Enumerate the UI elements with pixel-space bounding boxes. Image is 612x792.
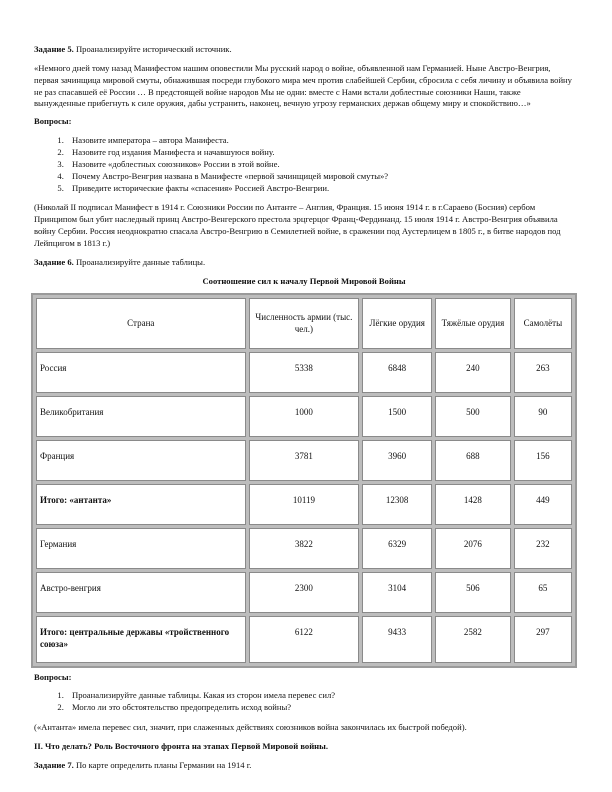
- table-row: [36, 572, 572, 613]
- cell-country: Итого: «антанта»: [36, 484, 246, 525]
- manifesto-quote: «Немного дней тому назад Манифестом нашим оповестили Мы русский народ о войне, объявленной нам Германией. Ныне Австро-Венгрия, первая зачинщица мировой смуты, обнажившая посреди глубокого мира меч против слабейшей Сербии, сбросила с себя личину и объявила войну не раз спасавшей её России … В предстоящей войне народов Мы не одни: вместе с Нами встали доблестные союзники Наши, также вынужденные прибегнуть к силе оружия, дабы устранить, наконец, вечную угрозу германских держав общему миру и спокойствию…»: [34, 62, 572, 109]
- task6-instruction: Проанализируйте данные таблицы.: [73, 256, 206, 267]
- table-row-total-entente: [36, 484, 572, 525]
- list-item: 4. Почему Австро-Венгрия названа в Манифесте «первой зачинщицей мировой смуты»?: [66, 171, 574, 183]
- header-light-guns: Лёгкие орудия: [362, 298, 432, 349]
- cell-planes: 297: [514, 616, 572, 663]
- cell-country: Германия: [36, 528, 246, 569]
- cell-planes: 232: [514, 528, 572, 569]
- task6-heading: [34, 257, 574, 269]
- cell-light: 1500: [362, 396, 432, 437]
- task7-title: Задание 7.: [34, 759, 74, 770]
- section2-heading: II. Что делать? Роль Восточного фронта на этапах Первой Мировой войны.: [34, 741, 328, 752]
- cell-country: Великобритания: [36, 396, 246, 437]
- cell-army: 5338: [249, 352, 360, 393]
- cell-heavy: 506: [435, 572, 511, 613]
- task6-questions-list: [34, 690, 574, 714]
- task5-answer: (Николай II подписал Манифест в 1914 г. Союзники России по Антанте – Англия, Франция. 15 июня 1914 г. в г.Сараево (Босния) сербом Принципом был убит наследный принц Австро-Венгерского престола эрцгерцог Франц-Фердинанд. 15 июля 1914 г. Австро-Венгрия объявила войну Сербии. Россия неоднократно спасала Австро-Венгрию в Семилетней войне, в сражении под Аустерлицем в 1805 г., в битве народов под Лейпцигом в 1813 г.): [34, 202, 561, 249]
- cell-light: 6329: [362, 528, 432, 569]
- cell-planes: 90: [514, 396, 572, 437]
- table-row: [36, 352, 572, 393]
- task6-answer: («Антанта» имела перевес сил, значит, при слаженных действиях союзников война закончилась их быстрой победой).: [34, 722, 467, 733]
- cell-army: 3822: [249, 528, 360, 569]
- document-content: [34, 44, 574, 779]
- list-item: 5. Приведите исторические факты «спасения» Россией Австро-Венгрии.: [66, 183, 574, 195]
- cell-light: 3960: [362, 440, 432, 481]
- cell-light: 9433: [362, 616, 432, 663]
- cell-army: 1000: [249, 396, 360, 437]
- cell-heavy: 1428: [435, 484, 511, 525]
- cell-country: Франция: [36, 440, 246, 481]
- table-row: [36, 396, 572, 437]
- list-item: 1. Назовите императора – автора Манифеста.: [66, 135, 574, 147]
- cell-army: 2300: [249, 572, 360, 613]
- table-header-row: [36, 298, 572, 349]
- cell-heavy: 500: [435, 396, 511, 437]
- cell-country: Австро-венгрия: [36, 572, 246, 613]
- task6-questions-label: Вопросы:: [34, 671, 72, 682]
- task5-title: Задание 5.: [34, 44, 74, 54]
- list-item: 2. Назовите год издания Манифеста и начавшуюся войну.: [66, 147, 574, 159]
- cell-light: 6848: [362, 352, 432, 393]
- task7-heading: [34, 760, 574, 772]
- cell-heavy: 688: [435, 440, 511, 481]
- table-title: Соотношение сил к началу Первой Мировой Войны: [202, 275, 406, 286]
- forces-table: [31, 293, 577, 668]
- cell-army: 3781: [249, 440, 360, 481]
- header-country: Страна: [36, 298, 246, 349]
- cell-planes: 449: [514, 484, 572, 525]
- task5-instruction: Проанализируйте исторический источник.: [73, 44, 232, 54]
- task7-instruction: По карте определить планы Германии на 1914 г.: [73, 759, 252, 770]
- task5-heading: [34, 44, 574, 56]
- cell-country: Итого: центральные державы «тройственного союза»: [36, 616, 246, 663]
- table-row: [36, 528, 572, 569]
- list-item: 3. Назовите «доблестных союзников» России в этой войне.: [66, 159, 574, 171]
- cell-planes: 156: [514, 440, 572, 481]
- task5-questions-list: [34, 135, 574, 194]
- cell-planes: 263: [514, 352, 572, 393]
- cell-light: 12308: [362, 484, 432, 525]
- cell-army: 6122: [249, 616, 360, 663]
- cell-heavy: 240: [435, 352, 511, 393]
- task6-title: Задание 6.: [34, 256, 74, 267]
- list-item: 2. Могло ли это обстоятельство предопределить исход войны?: [66, 702, 574, 714]
- list-item: 1. Проанализируйте данные таблицы. Какая из сторон имела перевес сил?: [66, 690, 574, 702]
- cell-heavy: 2582: [435, 616, 511, 663]
- table-row-total-central: [36, 616, 572, 663]
- cell-planes: 65: [514, 572, 572, 613]
- header-heavy-guns: Тяжёлые орудия: [435, 298, 511, 349]
- cell-country: Россия: [36, 352, 246, 393]
- header-army: Численность армии (тыс. чел.): [249, 298, 360, 349]
- cell-heavy: 2076: [435, 528, 511, 569]
- cell-light: 3104: [362, 572, 432, 613]
- cell-army: 10119: [249, 484, 360, 525]
- table-row: [36, 440, 572, 481]
- task5-questions-label: Вопросы:: [34, 116, 72, 127]
- header-planes: Самолёты: [514, 298, 572, 349]
